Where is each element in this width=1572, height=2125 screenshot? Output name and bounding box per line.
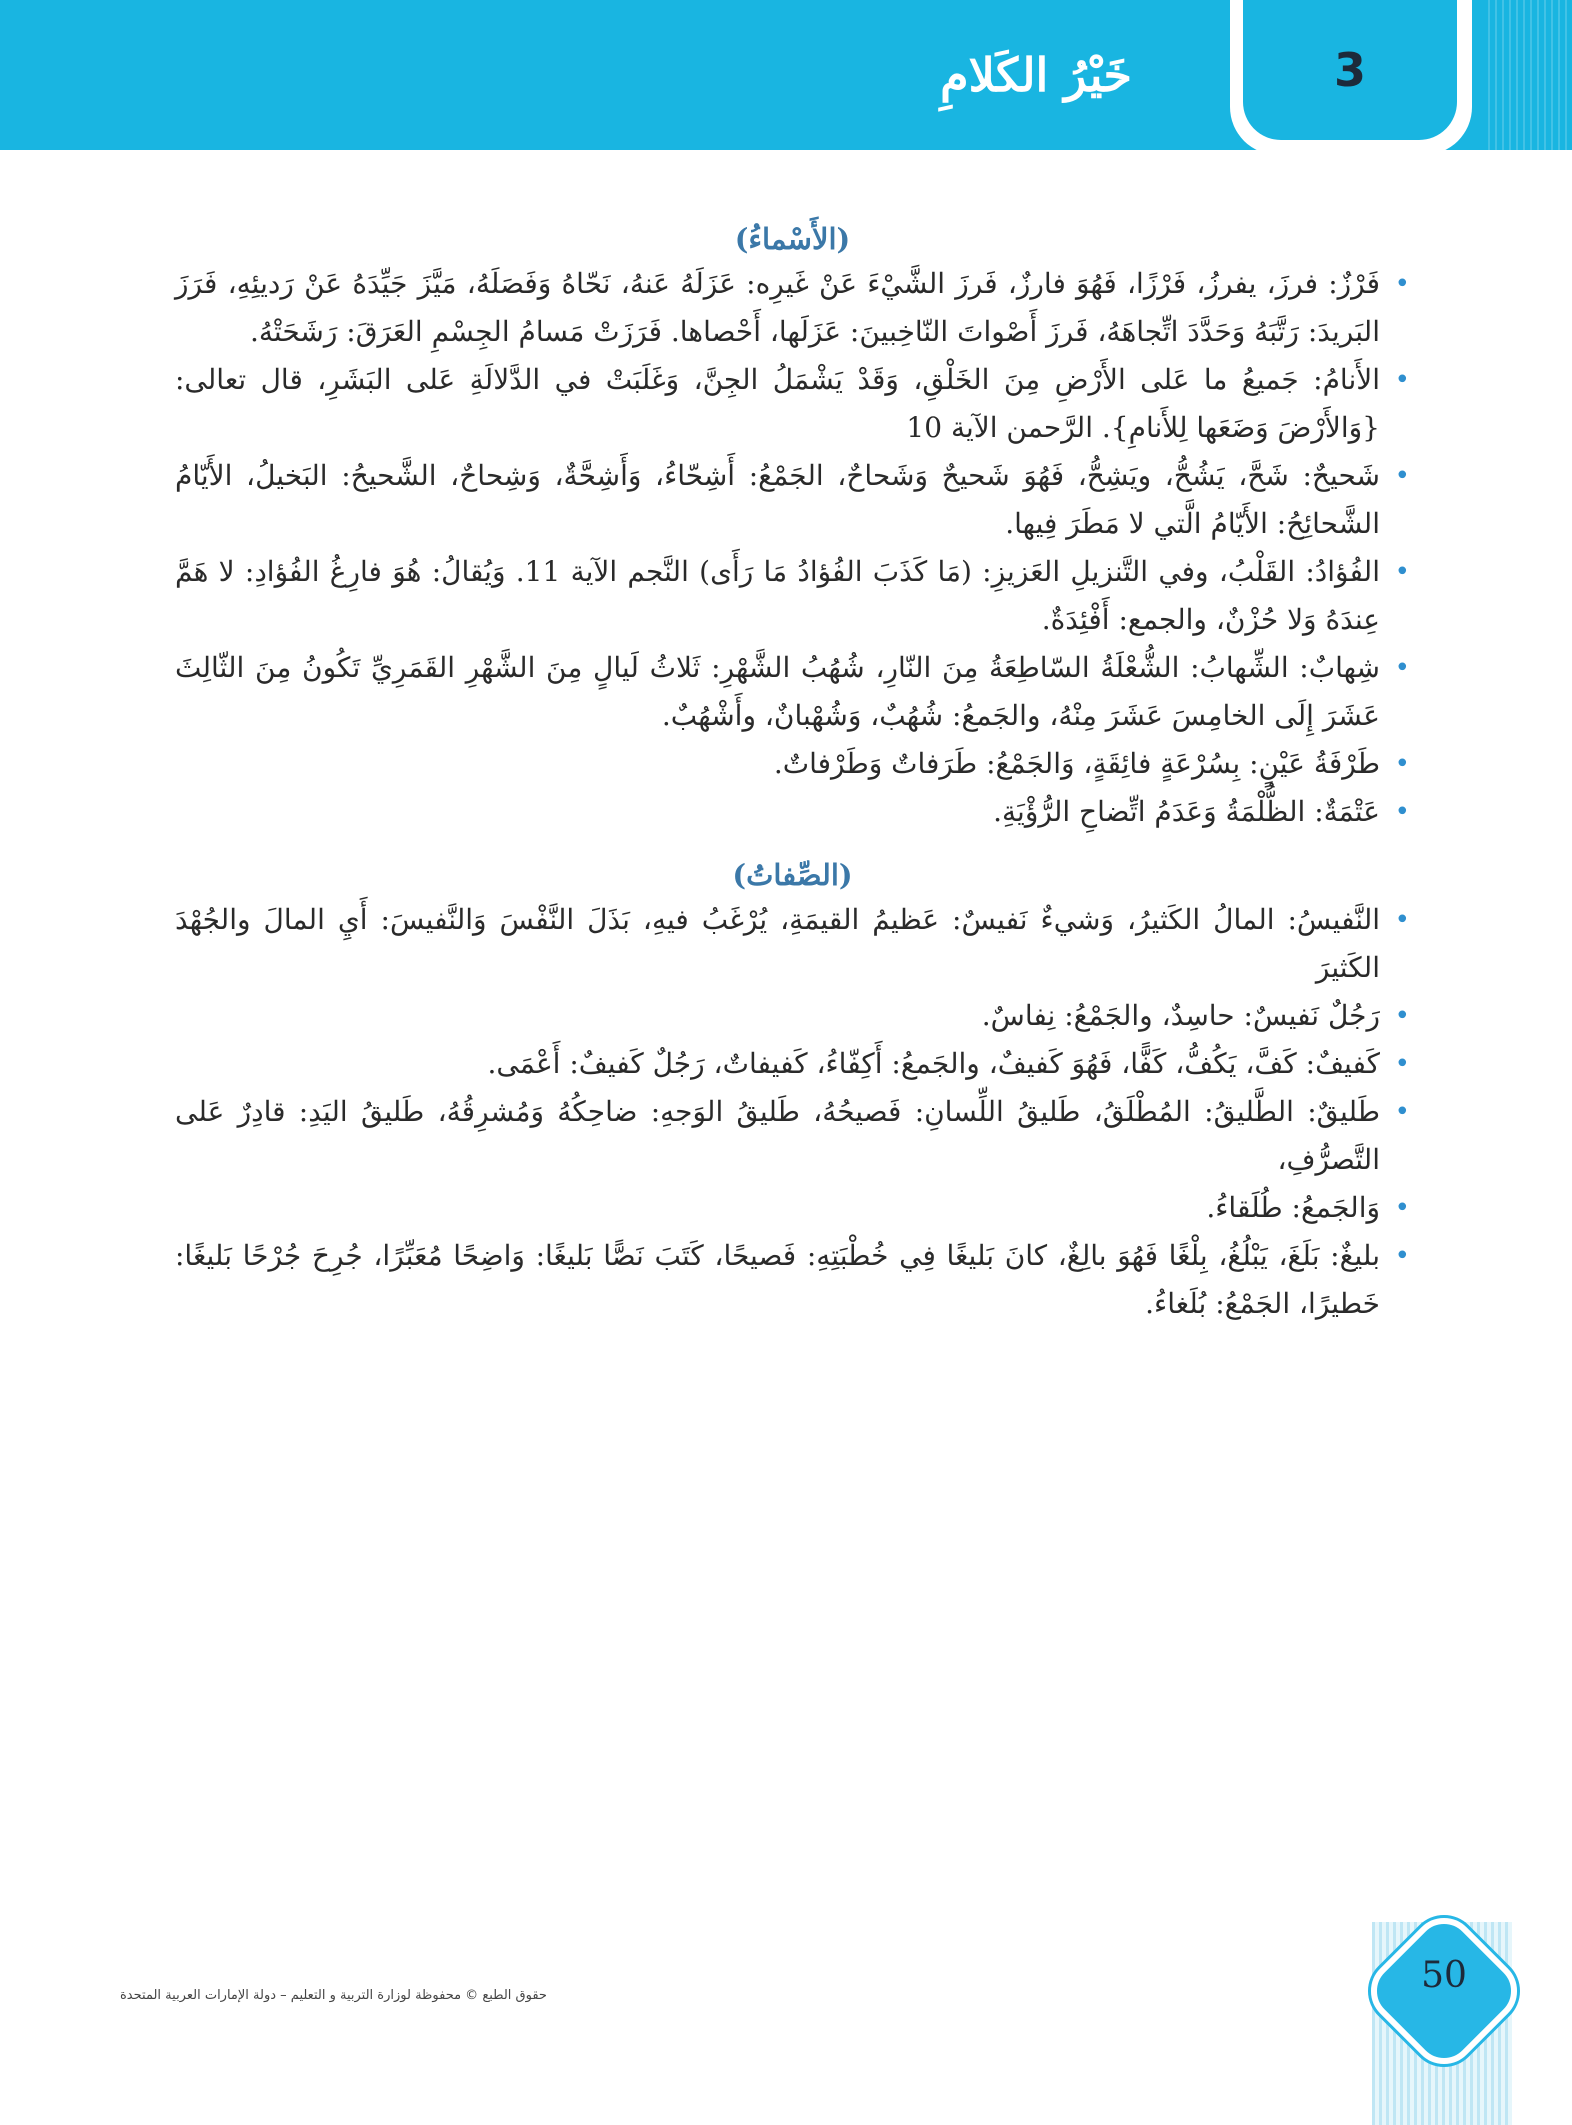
entry-text: بليغٌ: بَلَغَ، يَبْلُغُ، بِلْغًا فَهُوَ بالِغٌ، كانَ بَليغًا فِي خُطْبَتِهِ: فَصيحًا، كَتَبَ نَصًّا بَليغًا: وَاضِحًا مُعَبِّرًا، جُرِحَ جُرْحًا بَليغًا: خَطيرًا، الجَمْعُ: بُلَغاءُ. [175, 1239, 1380, 1320]
page-number: 50 [1421, 1955, 1467, 1996]
entry-text: طَرْفَةُ عَيْنٍ: بِسُرْعَةٍ فائِقَةٍ، وَالجَمْعُ: طَرَفاتٌ وَطَرْفاتٌ. [773, 747, 1380, 780]
list-item [175, 260, 1410, 356]
bullet-icon: • [1394, 1097, 1410, 1127]
list-item [175, 1040, 1410, 1088]
list-item [175, 644, 1410, 740]
list-item [175, 1232, 1410, 1328]
entry-text: رَجُلٌ نَفيسٌ: حاسِدٌ، والجَمْعُ: نِفاسٌ. [981, 999, 1380, 1032]
list-item [175, 356, 1410, 452]
bullet-icon: • [1394, 749, 1410, 779]
chapter-title: خَيْرُ الكَلامِ [940, 48, 1132, 102]
bullet-icon: • [1394, 269, 1410, 299]
unit-number: 3 [1333, 43, 1366, 97]
bullet-icon: • [1394, 905, 1410, 935]
list-item [175, 992, 1410, 1040]
bullet-icon: • [1394, 557, 1410, 587]
bullet-icon: • [1394, 461, 1410, 491]
vocabulary-content [175, 222, 1410, 1350]
entry-text: وَالجَمعُ: طُلَقاءُ. [1206, 1191, 1380, 1224]
list-item [175, 740, 1410, 788]
bullet-icon: • [1394, 1241, 1410, 1271]
section-nouns [175, 222, 1410, 836]
entry-text: شَحيحٌ: شَحَّ، يَشُحُّ، ويَشِحُّ، فَهُوَ شَحيحٌ وَشَحاحٌ، الجَمْعُ: أَشِحّاءُ، وَأَشِحَّةٌ، وَشِحاحٌ، الشَّحيحُ: البَخيلُ، الأَيّامُ الشَّحائِحُ: الأَيّامُ الَّتي لا مَطَرَ فِيها. [175, 459, 1380, 540]
list-item [175, 1088, 1410, 1184]
list-item [175, 452, 1410, 548]
header-pattern [1488, 0, 1572, 150]
entry-list [175, 260, 1410, 836]
section-adjectives [175, 858, 1410, 1328]
section-heading: (الأَسْماءُ) [734, 222, 851, 256]
entry-text: النَّفيسُ: المالُ الكَثيرُ، وَشيءٌ نَفيسٌ: عَظيمُ القيمَةِ، يُرْغَبُ فيهِ، بَذَلَ النَّفْسَ وَالنَّفيسَ: أَيِ المالَ والجُهْدَ الكَثيرَ [175, 903, 1380, 984]
bullet-icon: • [1394, 1001, 1410, 1031]
entry-list [175, 896, 1410, 1328]
bullet-icon: • [1394, 1193, 1410, 1223]
entry-text: الفُؤادُ: القَلْبُ، وفي التَّنزيلِ العَزيزِ: (مَا كَذَبَ الفُؤادُ مَا رَأَى) النَّجم الآية 11. وَيُقالُ: هُوَ فارِغُ الفُؤادِ: لا هَمَّ عِندَهُ وَلا حُزْنٌ، والجمع: أَفْئِدَةٌ. [175, 555, 1380, 636]
bullet-icon: • [1394, 653, 1410, 683]
list-item [175, 1184, 1410, 1232]
entry-text: طَليقٌ: الطَّليقُ: المُطْلَقُ، طَليقُ اللِّسانِ: فَصيحُهُ، طَليقُ الوَجهِ: ضاحِكُهُ وَمُشرِقُهُ، طَليقُ اليَدِ: قادِرٌ عَلى التَّصرُّفِ، [175, 1095, 1380, 1176]
entry-text: فَرْزٌ: فرزَ، يفرزُ، فَرْزًا، فَهُوَ فارزٌ، فَرزَ الشَّيْءَ عَنْ غَيرِه: عَزَلَهُ عَنهُ، نَحّاهُ وَفَصَلَهُ، مَيَّزَ جَيِّدَهُ عَنْ رَديئِهِ، فَرَزَ البَريدَ: رَتَّبَهُ وَحَدَّدَ اتِّجاهَهُ، فَرزَ أَصْواتَ النّاخِبينَ: عَزَلَها، أَحْصاها. فَرَزَتْ مَسامُ الجِسْمِ العَرَقَ: رَشَحَتْهُ. [175, 267, 1381, 348]
bullet-icon: • [1394, 365, 1410, 395]
list-item [175, 548, 1410, 644]
entry-text: كَفيفٌ: كَفَّ، يَكُفُّ، كَفًّا، فَهُوَ كَفيفٌ، والجَمعُ: أَكِفّاءُ، كَفيفاتٌ، رَجُلٌ كَفيفٌ: أَعْمَى. [487, 1047, 1380, 1080]
list-item [175, 896, 1410, 992]
unit-tab-inner [1243, 0, 1457, 140]
entry-text: عَتْمَةٌ: الظُّلْمَةُ وَعَدَمُ اتِّضاحِ الرُّؤْيَةِ. [993, 795, 1380, 828]
list-item [175, 788, 1410, 836]
footer-copyright: حقوق الطبع © محفوظة لوزارة التربية و التعليم – دولة الإمارات العربية المتحدة [120, 1988, 547, 2003]
entry-text: شِهابٌ: الشِّهابُ: الشُّعْلَةُ السّاطِعَةُ مِنَ النّارِ، شُهُبُ الشَّهْرِ: ثَلاثُ لَيالٍ مِنَ الشَّهْرِ القَمَرِيِّ تَكُونُ مِنَ الثّالِثَ عَشَرَ إِلَى الخامِسَ عَشَرَ مِنْهُ، والجَمعُ: شُهُبٌ، وَشُهْبانٌ، وأَشْهُبٌ. [175, 651, 1380, 732]
bullet-icon: • [1394, 1049, 1410, 1079]
bullet-icon: • [1394, 797, 1410, 827]
entry-text: الأَنامُ: جَميعُ ما عَلى الأَرْضِ مِنَ الخَلْقِ، وَقَدْ يَشْمَلُ الجِنَّ، وَغَلَبَتْ في الدَّلالَةِ عَلى البَشَرِ، قال تعالى: {وَالأَرْضَ وَضَعَها لِلأَنامِ}. الرَّحمن الآية 10 [175, 363, 1380, 444]
section-heading: (الصِّفاتُ) [732, 858, 853, 892]
